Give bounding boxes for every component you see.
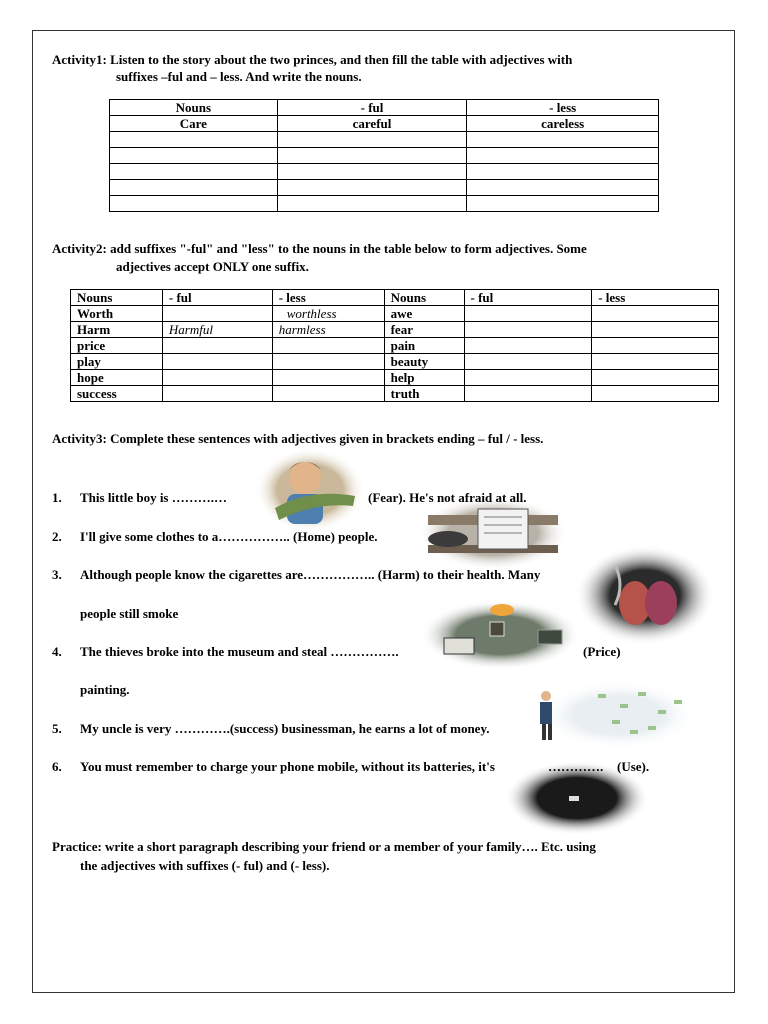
blank-cell[interactable]	[277, 196, 467, 212]
answer-cell[interactable]	[592, 338, 719, 354]
businessman-money-image	[528, 680, 698, 750]
sentence-4-part1: The thieves broke into the museum and steal …………….	[80, 644, 399, 659]
blank-cell[interactable]	[467, 180, 659, 196]
table-row	[110, 132, 659, 148]
noun-cell: hope	[71, 370, 163, 386]
header-cell: - ful	[464, 290, 592, 306]
answer-cell[interactable]	[464, 354, 592, 370]
table-header-row	[110, 100, 659, 116]
header-cell: - less	[467, 100, 659, 116]
activity1-table	[109, 99, 659, 212]
sentence-1-part2: (Fear). He's not afraid at all.	[368, 490, 527, 505]
header-cell: - ful	[162, 290, 272, 306]
sentence-number: 3.	[52, 567, 62, 582]
activity1-instruction-line1: Activity1: Listen to the story about the two princes, and then fill the table with adjectives with	[52, 52, 573, 67]
blank-cell[interactable]	[110, 148, 278, 164]
answer-cell[interactable]	[592, 386, 719, 402]
table-row	[110, 164, 659, 180]
activity3-instruction: Activity3: Complete these sentences with adjectives given in brackets ending – ful / - less.	[52, 431, 544, 446]
table-row	[71, 322, 719, 338]
sentence-3: Although people know the cigarettes are…………….. (Harm) to their health. Many	[80, 567, 541, 582]
answer-cell[interactable]	[162, 386, 272, 402]
table-cell: careless	[467, 116, 659, 132]
noun-cell: fear	[384, 322, 464, 338]
blank-cell[interactable]	[110, 180, 278, 196]
answer-cell[interactable]: worthless	[272, 306, 384, 322]
answer-cell[interactable]	[592, 370, 719, 386]
blank-cell[interactable]	[277, 164, 467, 180]
table-row	[71, 306, 719, 322]
blank-cell[interactable]	[110, 164, 278, 180]
answer-cell[interactable]	[592, 306, 719, 322]
blank-cell[interactable]	[110, 132, 278, 148]
answer-cell[interactable]	[272, 338, 384, 354]
sentence-number: 6.	[52, 759, 62, 774]
sentence-number: 4.	[52, 644, 62, 659]
sentence-3-continuation: people still smoke	[80, 606, 179, 621]
boy-with-crocodile-image	[255, 448, 365, 533]
blank-cell[interactable]	[467, 196, 659, 212]
practice-instruction-line2: the adjectives with suffixes (- ful) and (- less).	[80, 858, 330, 873]
noun-cell: success	[71, 386, 163, 402]
answer-cell[interactable]	[272, 354, 384, 370]
homeless-man-on-bench-image	[418, 495, 568, 570]
answer-cell[interactable]	[162, 338, 272, 354]
answer-cell[interactable]	[464, 338, 592, 354]
noun-cell: help	[384, 370, 464, 386]
table-row	[110, 116, 659, 132]
table-row	[110, 148, 659, 164]
activity2-instruction-line2: adjectives accept ONLY one suffix.	[116, 259, 309, 274]
noun-cell: price	[71, 338, 163, 354]
answer-cell[interactable]	[162, 370, 272, 386]
answer-cell[interactable]	[162, 306, 272, 322]
sentence-6-part2: (Use).	[617, 759, 650, 774]
sentence-2: I'll give some clothes to a…………….. (Home) people.	[80, 529, 378, 544]
activity1-instruction-line2: suffixes –ful and – less. And write the nouns.	[116, 69, 362, 84]
table-row	[71, 338, 719, 354]
sentence-6-blank: ………….	[548, 759, 604, 774]
noun-cell: awe	[384, 306, 464, 322]
sentence-4-continuation: painting.	[80, 682, 130, 697]
answer-cell[interactable]: Harmful	[162, 322, 272, 338]
activity2-table	[70, 289, 719, 402]
table-cell: careful	[277, 116, 467, 132]
noun-cell: Worth	[71, 306, 163, 322]
blank-cell[interactable]	[467, 148, 659, 164]
blank-cell[interactable]	[467, 164, 659, 180]
header-cell: Nouns	[384, 290, 464, 306]
answer-cell[interactable]	[464, 322, 592, 338]
sentence-5: My uncle is very ………….(success) businessman, he earns a lot of money.	[80, 721, 490, 736]
answer-cell[interactable]	[272, 370, 384, 386]
sentence-number: 5.	[52, 721, 62, 736]
answer-cell[interactable]	[272, 386, 384, 402]
sentence-1-part1: This little boy is ……….…	[80, 490, 227, 505]
sentence-number: 2.	[52, 529, 62, 544]
blank-cell[interactable]	[277, 132, 467, 148]
blank-cell[interactable]	[110, 196, 278, 212]
header-cell: Nouns	[71, 290, 163, 306]
answer-cell[interactable]	[464, 386, 592, 402]
table-row	[110, 196, 659, 212]
sentence-number: 1.	[52, 490, 62, 505]
noun-cell: truth	[384, 386, 464, 402]
answer-cell[interactable]: harmless	[272, 322, 384, 338]
smoker-lungs-image	[575, 545, 715, 645]
noun-cell: beauty	[384, 354, 464, 370]
header-cell: - less	[592, 290, 719, 306]
noun-cell: pain	[384, 338, 464, 354]
answer-cell[interactable]	[592, 322, 719, 338]
table-row	[110, 180, 659, 196]
activity2-instruction-line1: Activity2: add suffixes "-ful" and "less" to the nouns in the table below to form adjectives. Some	[52, 241, 587, 256]
practice-instruction-line1: Practice: write a short paragraph describing your friend or a member of your family…. Etc. using	[52, 839, 596, 854]
blank-cell[interactable]	[467, 132, 659, 148]
header-cell: Nouns	[110, 100, 278, 116]
blank-cell[interactable]	[277, 148, 467, 164]
blank-cell[interactable]	[277, 180, 467, 196]
museum-robbery-image	[420, 600, 580, 670]
table-header-row	[71, 290, 719, 306]
header-cell: - ful	[277, 100, 467, 116]
sentence-6-part1: You must remember to charge your phone mobile, without its batteries, it's	[80, 759, 495, 774]
answer-cell[interactable]	[464, 370, 592, 386]
answer-cell[interactable]	[464, 306, 592, 322]
header-cell: - less	[272, 290, 384, 306]
table-cell: Care	[110, 116, 278, 132]
noun-cell: Harm	[71, 322, 163, 338]
table-row	[71, 386, 719, 402]
table-row	[71, 370, 719, 386]
answer-cell[interactable]	[592, 354, 719, 370]
table-row	[71, 354, 719, 370]
noun-cell: play	[71, 354, 163, 370]
answer-cell[interactable]	[162, 354, 272, 370]
sentence-4-part2: (Price)	[583, 644, 621, 659]
